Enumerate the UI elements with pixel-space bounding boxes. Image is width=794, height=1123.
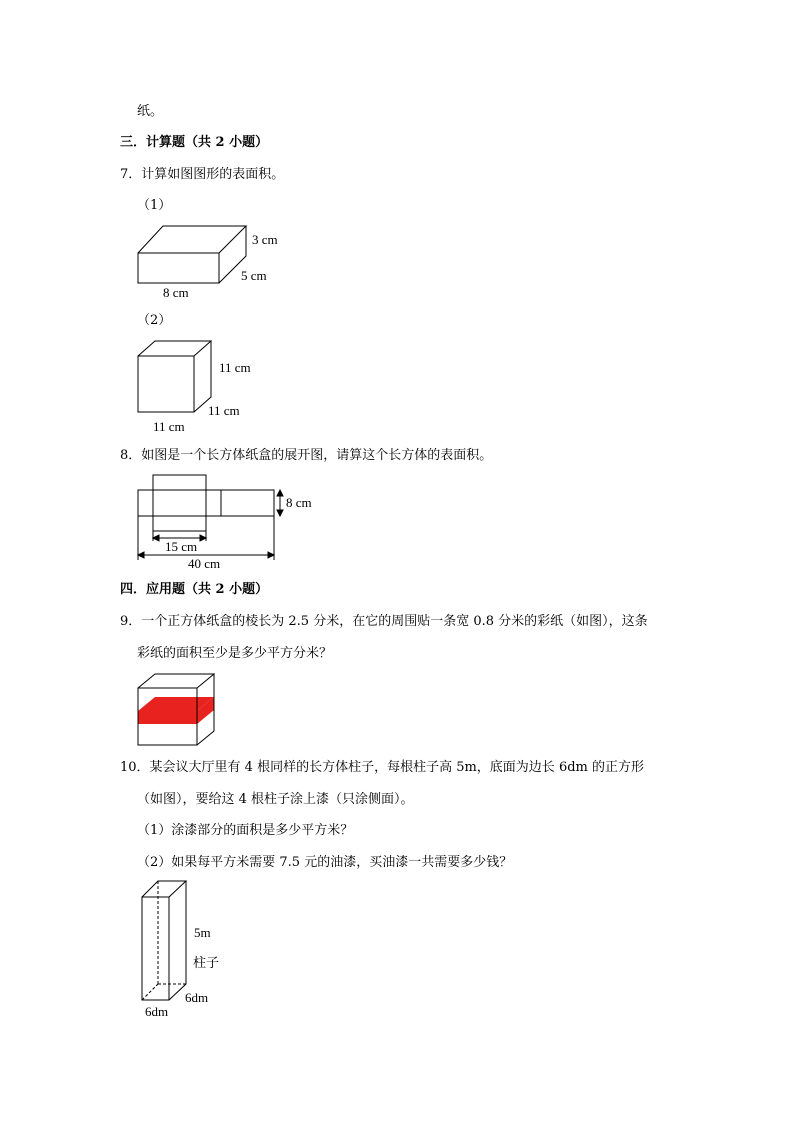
pillar-top-face xyxy=(142,881,186,897)
pillar-width-label: 6dm xyxy=(145,1004,169,1019)
continued-text-fragment: 纸。 xyxy=(137,104,164,119)
question-10-line1: 10．某会议大厅里有 4 根同样的长方体柱子，每根柱子高 5m，底面为边长 6dm 的正方形 xyxy=(120,760,644,775)
cube-depth-label: 11 cm xyxy=(208,403,240,418)
question-9-line1: 9．一个正方体纸盒的棱长为 2.5 分米，在它的周围贴一条宽 0.8 分米的彩纸（如图），这条 xyxy=(120,614,648,629)
question-8-text: 8．如图是一个长方体纸盒的展开图，请算这个长方体的表面积。 xyxy=(120,448,493,463)
cube-height-label: 11 cm xyxy=(219,360,251,375)
net-height-label: 8 cm xyxy=(286,495,312,510)
pillar-side-face xyxy=(169,881,186,1000)
cube-length-label: 11 cm xyxy=(153,419,185,434)
net-face-width-label: 15 cm xyxy=(165,539,198,554)
net-total-length-label: 40 cm xyxy=(188,556,221,571)
pillar-hidden-edge-diagonal xyxy=(142,984,158,1000)
cuboid-1-depth-label: 5 cm xyxy=(241,268,267,283)
section-heading-calculation: 三．计算题（共 2 小题） xyxy=(120,135,269,150)
question-10-sub2: （2）如果每平方米需要 7.5 元的油漆，买油漆一共需要多少钱？ xyxy=(137,855,513,870)
section-heading-application: 四．应用题（共 2 小题） xyxy=(120,582,269,597)
pillar-depth-label: 6dm xyxy=(185,990,209,1005)
pillar-name-label: 柱子 xyxy=(193,956,220,971)
question-7-text: 7．计算如图图形的表面积。 xyxy=(120,167,285,182)
q7-part1-label: （1） xyxy=(137,198,172,213)
cuboid-1-length-label: 8 cm xyxy=(163,285,189,300)
question-10-line2: （如图），要给这 4 根柱子涂上漆（只涂侧面）。 xyxy=(137,792,414,807)
q7-part2-label: （2） xyxy=(137,313,172,328)
cuboid-1-height-label: 3 cm xyxy=(252,232,278,247)
pillar-front-face xyxy=(142,897,169,1000)
pillar-height-label: 5m xyxy=(194,925,211,940)
question-9-line2: 彩纸的面积至少是多少平方分米？ xyxy=(137,646,333,661)
question-10-sub1: （1）涂漆部分的面积是多少平方米？ xyxy=(137,823,354,838)
